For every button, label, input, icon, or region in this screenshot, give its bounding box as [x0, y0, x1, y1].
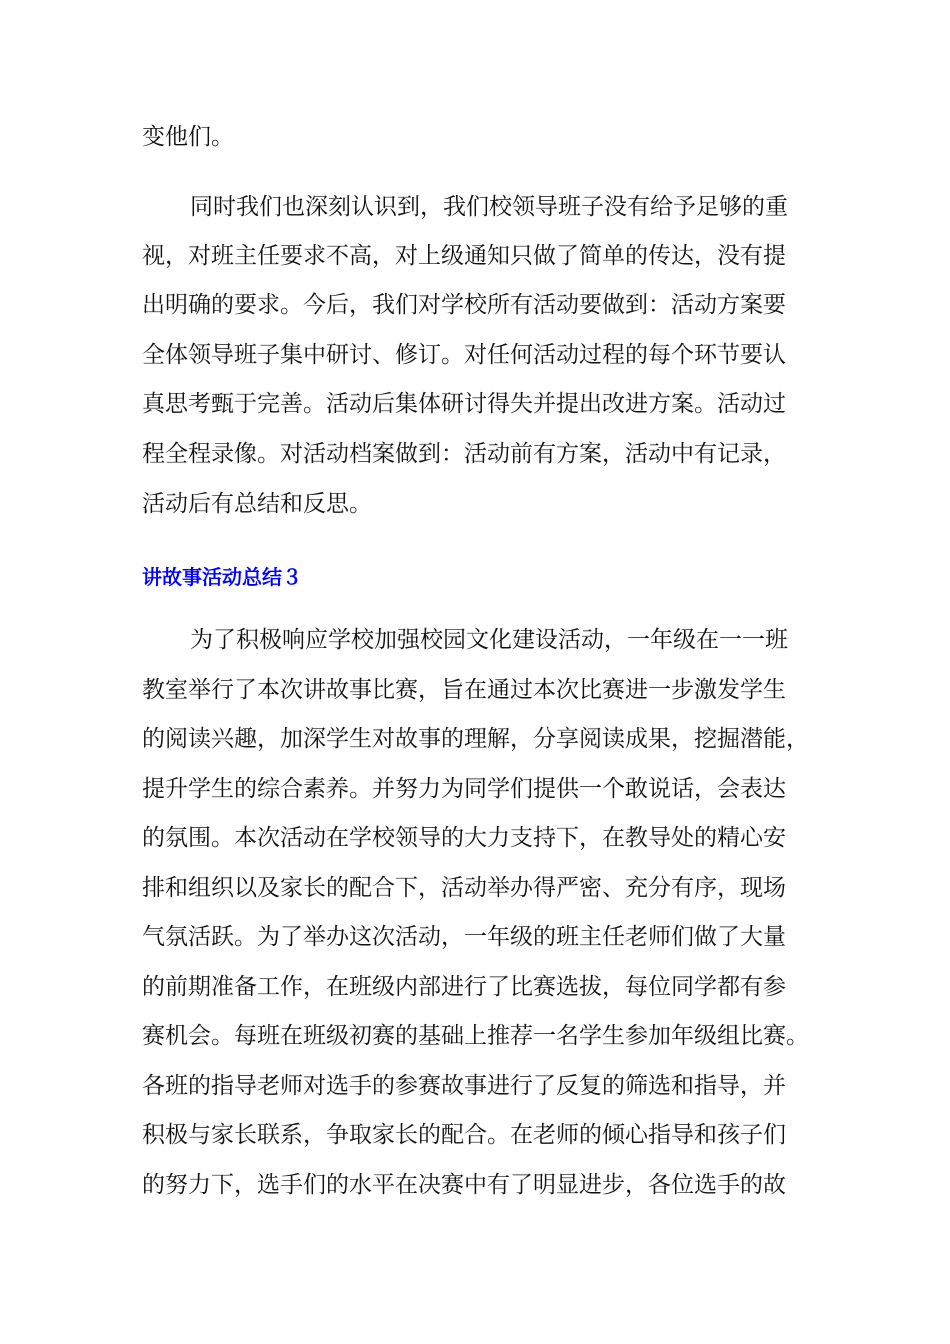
body-text-line: 真思考甄于完善。活动后集体研讨得失并提出改进方案。活动过	[142, 391, 786, 417]
body-text-line: 活动后有总结和反思。	[142, 491, 372, 517]
section-heading: 讲故事活动总结３	[142, 565, 302, 589]
body-text-line: 排和组织以及家长的配合下，活动举办得严密、充分有序，现场	[142, 875, 786, 901]
body-text-line: 赛机会。每班在班级初赛的基础上推荐一名学生参加年级组比赛。	[142, 1023, 809, 1049]
body-text-line: 的氛围。本次活动在学校领导的大力支持下，在教导处的精心安	[142, 825, 786, 851]
body-text-line: 气氛活跃。为了举办这次活动，一年级的班主任老师们做了大量	[142, 924, 786, 950]
body-text-line: 的努力下，选手们的水平在决赛中有了明显进步，各位选手的故	[142, 1172, 786, 1198]
body-text-line: 视，对班主任要求不高，对上级通知只做了简单的传达，没有提	[142, 243, 786, 269]
body-text-line: 的阅读兴趣，加深学生对故事的理解，分享阅读成果，挖掘潜能，	[142, 726, 809, 752]
body-text-line: 出明确的要求。今后，我们对学校所有活动要做到：活动方案要	[142, 292, 786, 318]
body-text-line: 积极与家长联系，争取家长的配合。在老师的倾心指导和孩子们	[142, 1122, 786, 1148]
body-text-line: 同时我们也深刻认识到，我们校领导班子没有给予足够的重	[190, 194, 788, 220]
body-text-line: 全体领导班子集中研讨、修订。对任何活动过程的每个环节要认	[142, 342, 786, 368]
body-text-line: 程全程录像。对活动档案做到：活动前有方案，活动中有记录，	[142, 441, 786, 467]
body-text-line: 各班的指导老师对选手的参赛故事进行了反复的筛选和指导，并	[142, 1073, 786, 1099]
body-text-line: 提升学生的综合素养。并努力为同学们提供一个敢说话，会表达	[142, 776, 786, 802]
body-text-line: 的前期准备工作，在班级内部进行了比赛选拔，每位同学都有参	[142, 974, 786, 1000]
body-text-line: 变他们。	[142, 124, 234, 150]
body-text-line: 为了积极响应学校加强校园文化建设活动，一年级在一一班	[190, 627, 788, 653]
body-text-line: 教室举行了本次讲故事比赛，旨在通过本次比赛进一步激发学生	[142, 677, 786, 703]
